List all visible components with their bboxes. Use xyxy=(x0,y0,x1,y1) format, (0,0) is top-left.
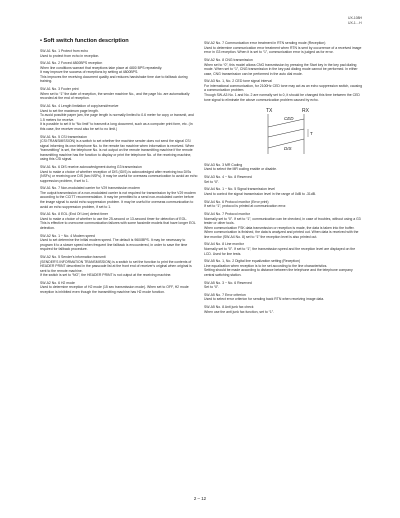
paragraph-block xyxy=(204,268,362,277)
page-number: 2 – 12 xyxy=(193,496,207,501)
switch-heading: SW-A3 No. 3 MR Coding xyxy=(204,162,243,167)
switch-description: When line conditions warrant that receptions take place at 4800 BPS repeatedly. xyxy=(40,65,163,70)
switch-description: When use the anti junk fax function, set to “1”. xyxy=(204,309,274,314)
right-paragraphs-top xyxy=(204,41,362,102)
switch-description: When set to “1” the date of reception, the sender machine No., and the page No. are automatically recorded at the end of reception. xyxy=(40,91,190,101)
left-paragraphs xyxy=(40,49,198,295)
switch-heading: SW-A2 No. 1 ~ No. 4 Modem speed xyxy=(40,233,95,238)
switch-heading: SW-A2 No. 6 H2 mode xyxy=(40,280,75,285)
paragraph-block xyxy=(204,58,362,76)
switch-description: Used to protect from echo in reception. xyxy=(40,53,100,58)
switch-description: Set to “0”. xyxy=(204,179,220,184)
switch-heading: SW-A2 No. 5 Sender's information transmit xyxy=(40,255,106,260)
paragraph-block xyxy=(204,93,362,102)
switch-heading: SW-A4 No. 7 Protocol monitor xyxy=(204,211,250,216)
paragraph-block xyxy=(40,113,198,122)
switch-heading: SW-A2 No. 8 CNG transmission xyxy=(204,58,253,63)
switch-heading: SW-A4 No. 8 Line monitor xyxy=(204,242,244,247)
paragraph-block xyxy=(40,49,198,58)
paragraph-block xyxy=(40,255,198,273)
section-title: • Soft switch function description xyxy=(40,38,129,44)
switch-heading: SW-A4 No. 1 ~ No. 5 Signal transmission level xyxy=(204,187,275,192)
paragraph-block xyxy=(204,200,362,209)
paragraph-block xyxy=(204,226,362,240)
paragraph-block xyxy=(204,281,362,290)
switch-heading: SW-A1 No. 4 Length limitation of copy/send/receive xyxy=(40,104,119,109)
paragraph-block xyxy=(204,163,362,172)
switch-description: Though SW-A3 No. 1 and No. 2 are normally set to 0, it should be changed this time between the CED tone signal to eliminate the above communication problem caused by echo. xyxy=(204,93,360,102)
switch-description: It may improve the success of receptions by setting at 4800BPS. xyxy=(40,70,139,75)
switch-heading: SW-A5 No. 7 Error criterion xyxy=(204,292,246,297)
switch-description: This is effective to overcome communication failures with some facsimile models that have longer EOL detection. xyxy=(40,221,196,230)
paragraph-block xyxy=(40,221,198,230)
model-line-2: UX-1…H xyxy=(348,20,362,25)
switch-heading: SW-A4 No. 6 Protocol monitor (Error print) xyxy=(204,199,269,204)
switch-description: Used to control the signal transmission level in the range of 0dB to -31dB. xyxy=(204,191,316,196)
switch-description: Used to determine communication error treatment when RTN is sent by occurrence of a received image error in G3 reception. When it is set to “1”, communication error is judged as for error. xyxy=(204,45,362,55)
paragraph-block xyxy=(40,273,198,278)
paragraph-block xyxy=(40,135,198,162)
ced-label: CED xyxy=(284,116,294,122)
switch-heading: SW-A3 No. 4 ~ No. 8 Reserved xyxy=(204,175,252,180)
paragraph-block xyxy=(40,61,198,70)
switch-description: Used to select error criterion for sending back RTN when receiving image data. xyxy=(204,297,325,302)
paragraph-block xyxy=(204,187,362,196)
switch-heading: SW-A1 No. 7 Non-modulated carrier for V29 transmission modem xyxy=(40,186,140,191)
switch-heading: SW-A1 No. 5 CSI transmission xyxy=(40,134,87,139)
switch-description: Used to make a choice of whether reception of DIS (IDIS) is acknowledged after receiving two DISs (NSFs) or receiving one DIS (two NSFs). It may be useful for overseas communication to avoid an echo suppression problem, if set to 1. xyxy=(40,169,198,183)
switch-description: When set to “0”, this model allows CNG transmission by pressing the Start key in the key pad dialing mode. When set to “1”, CNG transmission in the key pad dialing mode cannot be performed. In either case, CNG transmission can be performed in the auto dial mode. xyxy=(204,62,358,76)
switch-description: Normally set to “0”. If set to “1”, communication can be checked, in case of troubles, without using a G3 tester or other tools. xyxy=(204,216,361,226)
switch-heading: SW-A1 No. 8 EOL (End Of Line) detect timer xyxy=(40,212,109,217)
left-column xyxy=(40,38,198,295)
switch-description: Used to make a choice of whether to use the 25-second or 13-second timer for detection of EOL. xyxy=(40,216,188,221)
switch-heading: SW-A1 No. 6 DIS receive acknowledgment during G3 transmission xyxy=(40,164,142,169)
switch-description: Set to “0”. xyxy=(204,285,220,290)
switch-description: (CSI:TRANSMISSION) is a switch to set whether the machine sender does not send the signal CSI signal informing its own telephone No. to the remote fax machine when information is received. When “transmitting” is set, the telephone No. is not output on the remote transmitting machine if the remote transmitting machine has the function to display or print the telephone No. of the receiving machine, using this CSI signal. xyxy=(40,139,195,162)
tx-label: TX xyxy=(266,108,273,115)
switch-description: Used to select the MR coding enable or disable. xyxy=(204,167,277,172)
paragraph-block xyxy=(204,79,362,93)
switch-heading: SW-A5 No. 1, No. 2 Digital line equalization setting (Reception) xyxy=(204,259,301,264)
paragraph-block xyxy=(40,281,198,295)
paragraph-block xyxy=(204,259,362,268)
paragraph-block xyxy=(204,175,362,184)
switch-description: If set to “1”, protocol is printed at communication error. xyxy=(204,204,287,209)
right-paragraphs-bottom xyxy=(204,163,362,314)
right-column xyxy=(204,38,362,314)
switch-description: If the switch is set to “NO”, the HEADER PRINT is not output at the receiving machine. xyxy=(40,273,172,278)
switch-heading: SW-A1 No. 3 Footer print xyxy=(40,87,79,92)
paragraph-block xyxy=(40,165,198,183)
switch-description: This improves the receiving document quality and reduces handshake time due to fallback during training. xyxy=(40,74,188,84)
switch-description: Used to set the maximum page length. xyxy=(40,108,99,113)
ced-arrow-2 xyxy=(268,129,304,137)
switch-description: Setting should be made according to distance between the telephone and the telephone company central switching station. xyxy=(204,268,353,277)
switch-description: To avoid possible paper jam, the page length is normally limited to 0.6 meter for copy or transmit, and 1.5 meters for receive. xyxy=(40,113,194,122)
paragraph-block xyxy=(204,212,362,226)
switch-heading: SW-A1 No. 2 Forced 4800BPS reception xyxy=(40,61,103,66)
ced-timing-diagram xyxy=(244,105,324,155)
switch-description: The output transmission of a non-modulated carrier is not required for transmission by the V29 modem according to the CCITT recommendation. It may be permitted to a send non-modulated carrier before the image signal to avoid echo suppression problem. It may be useful for overseas communication to avoid an echo suppression problem, if set to 1. xyxy=(40,190,196,209)
switch-heading: SW-A1 No. 1 Protect from echo xyxy=(40,49,89,53)
dis-label: DIS xyxy=(284,146,292,152)
paragraph-block xyxy=(40,122,198,131)
switch-heading: SW-A5 No. 8 Anti junk fax check xyxy=(204,305,254,310)
paragraph-block xyxy=(204,242,362,256)
switch-heading: SW-A5 No. 3 ~ No. 6 Reserved xyxy=(204,280,252,285)
paragraph-block xyxy=(204,41,362,55)
paragraph-block xyxy=(40,212,198,221)
switch-description: Normally set to “0”. If set to “1”, the transmission speed and the reception level are displayed on the LCD. Used for line tests. xyxy=(204,247,356,256)
t-label: T xyxy=(310,131,313,137)
paragraph-block xyxy=(204,305,362,314)
switch-heading: SW-A2 No. 7 Communication error treatment in RTN sending mode (Reception) xyxy=(204,41,326,46)
switch-description: It is possible to set it to “No limit” to transmit a long document, such as a computer print form, etc. (In this case, the receiver must also be set to no limit.) xyxy=(40,122,193,131)
paragraph-block xyxy=(40,186,198,209)
switch-heading: SW-A3 No. 1, No. 2 CED tone signal interval xyxy=(204,79,272,84)
paragraph-block xyxy=(40,104,198,113)
rx-label: RX xyxy=(302,108,309,115)
paragraph-block xyxy=(204,293,362,302)
paragraph-block xyxy=(40,234,198,252)
switch-description: Used to set determine the initial modem speed. The default is 9600BPS. It may be necessary to program it to a slower speed when frequent line fallback is encountered, in order to save the time required for fallback procedure. xyxy=(40,238,188,252)
switch-description: For international communication, for 2100Hz CED tone may act as an echo suppression switch, causing a communication problem. xyxy=(204,83,363,93)
switch-description: When communication FSK data transmission or reception is made, the data is taken into the buffer. When communication is finished, the data is analyzed and printed out. When data is received with the line monitor (SW-A4 No. 8) set to “1” the reception level is also printed out. xyxy=(204,225,359,239)
paragraph-block xyxy=(40,75,198,84)
switch-description: Used to determine reception of H2 mode (15 sec transmission mode). When set to OFF, H2 mode reception is inhibited even though the transmitting machine has H2 mode function. xyxy=(40,285,189,295)
model-number xyxy=(348,16,362,25)
paragraph-block xyxy=(40,87,198,101)
model-line-1: UX-108H xyxy=(348,16,362,20)
switch-description: (SENDER'S INFORMATION TRANSMISSION) is a switch to set the function to print the contents of HEADER PRINT described in the passcode list at the front end of receiver's original when original is sent to the remote machine. xyxy=(40,259,192,273)
switch-description: Line equalization when reception is to be set according to the line characteristics. xyxy=(204,263,328,268)
